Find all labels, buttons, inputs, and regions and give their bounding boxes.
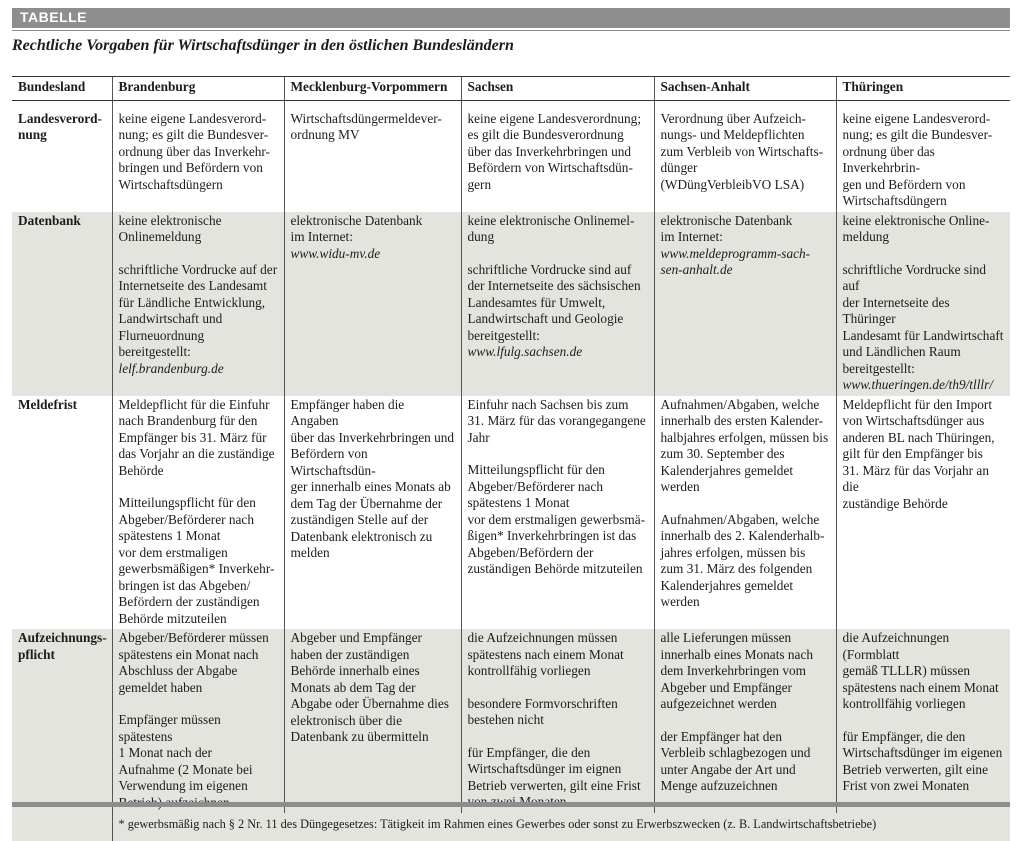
cell-landesverordnung-brandenburg: [112, 110, 284, 212]
cell-text: Mitteilungspflicht für den Abgeber/Beförderer nach spätestens 1 Monat vor dem erstmaligen gewerbsmäßigen* Inverkehr- bringen ist das Abgeben/ Befördern der zuständigen Behörde mitzuteilen: [118, 495, 275, 626]
col-header-sachsen-anhalt: Sachsen-Anhalt: [654, 77, 836, 101]
cell-text: keine eigene Landesverord- nung; es gilt die Bundesver- ordnung über das Inverkehr- bringen und Befördern von Wirtschaftsdüngern: [118, 110, 270, 192]
row-label-meldefrist: [12, 396, 112, 630]
cell-text: keine eigene Landesverord- nung; es gilt die Bundesver- ordnung über das Inverkehrbrin- gen und Befördern von Wirtschaftsdüngern: [842, 110, 993, 208]
cell-text: elektronische Datenbank im Internet:: [290, 212, 423, 244]
cell-text: Wirtschaftsdüngermeldever- ordnung MV: [290, 110, 442, 142]
cell-text: Empfänger müssen spätestens 1 Monat nach der Aufnahme (2 Monate bei Verwendung im eigenen: [118, 712, 253, 793]
cell-landesverordnung-thueringen: [836, 110, 1010, 212]
cell-text: alle Lieferungen müssen innerhalb eines Monats nach dem Inverkehrbringen vom Abgeber und Empfänger aufgezeichnet werden: [660, 630, 813, 711]
cell-meldefrist-thueringen: [836, 396, 1010, 630]
cell-text: schriftliche Vordrucke auf der Internetseite des Landesamt für Ländliche Entwicklung, Landwirtschaft und Flurneuordnung bereitgestellt:: [118, 261, 278, 359]
cell-text: die Aufzeichnungen müssen spätestens nach einem Monat kontrollfähig vorliegen: [467, 630, 624, 678]
header-rule: [12, 30, 1010, 31]
cell-text: Mitteilungspflicht für den Abgeber/Beförderer nach spätestens 1 Monat vor dem erstmaligen gewerbsmä- ßigen* Inverkehrbringen ist das Abgeben/Befördern der zuständigen Behörde mitzuteilen: [467, 462, 646, 576]
cell-datenbank-brandenburg: [112, 212, 284, 396]
cell-aufzeichnungspflicht-brandenburg: [112, 629, 284, 813]
cell-landesverordnung-sachsen: [461, 110, 654, 212]
row-label-aufzeichnungspflicht: [12, 629, 112, 813]
regulation-table: [12, 76, 1010, 841]
cell-meldefrist-brandenburg: [112, 396, 284, 630]
cell-aufzeichnungspflicht-thueringen: [836, 629, 1010, 813]
row-aufzeichnungspflicht: [12, 629, 1010, 813]
cell-datenbank-sachsen-anhalt: [654, 212, 836, 396]
url-text: lelf.brandenburg.de: [118, 360, 224, 376]
cell-text: Abgeber und Empfänger haben der zuständigen Behörde innerhalb eines Monats ab dem Tag der Abgabe oder Übernahme dies elektronisch über die Datenbank zu übermitteln: [290, 630, 449, 744]
cell-text: schriftliche Vordrucke sind auf der Internetseite des sächsischen Landesamtes für Umwelt, Landwirtschaft und Geologie bereitgestellt:: [467, 261, 641, 343]
row-label-text: Landesverord- nung: [18, 110, 102, 142]
cell-text: Abgeber/Beförderer müssen spätestens ein Monat nach Abschluss der Abgabe gemeldet haben: [118, 630, 269, 695]
row-datenbank: [12, 212, 1010, 396]
cell-datenbank-thueringen: [836, 212, 1010, 396]
cell-text: für Empfänger, die den Wirtschaftsdünger im eignen Betrieb verwerten, gilt eine Frist: [467, 744, 641, 793]
col-header-bundesland: Bundesland: [12, 77, 112, 101]
cell-text: für Empfänger, die den Wirtschaftsdünger im eigenen Betrieb verwerten, gilt eine Frist von zwei Monaten: [842, 728, 1003, 793]
cell-datenbank-sachsen: [461, 212, 654, 396]
cell-text: Meldepflicht für den Import von Wirtschaftsdünger aus anderen BL nach Thüringen, gilt für den Empfänger bis 31. März für das Vorjahr an die zuständige Behörde: [842, 396, 995, 511]
cell-text: Einfuhr nach Sachsen bis zum 31. März für das vorangegangene Jahr: [467, 396, 646, 445]
row-label-text: Aufzeichnungs- pflicht: [18, 630, 107, 662]
col-header-brandenburg: Brandenburg: [112, 77, 284, 101]
footnote: * gewerbsmäßig nach § 2 Nr. 11 des Düngegesetzes: Tätigkeit im Rahmen eines Gewerbes oder sonst zu Erwerbszwecken (z. B. Landwirtschaftsbetriebe): [112, 813, 1010, 841]
footnote-spacer: [12, 813, 112, 841]
table-title: Rechtliche Vorgaben für Wirtschaftsdünger in den östlichen Bundesländern: [12, 37, 514, 54]
cell-aufzeichnungspflicht-sachsen: [461, 629, 654, 813]
cell-text: der Empfänger hat den Verbleib schlagbezogen und unter Angabe der Art und Menge aufzuzeichnen: [660, 728, 811, 793]
cell-text: Verordnung über Aufzeich- nungs- und Meldepflichten zum Verbleib von Wirtschafts- dünger (WDüngVerbleibVO LSA): [660, 110, 824, 192]
cell-meldefrist-mv: [284, 396, 461, 630]
cell-aufzeichnungspflicht-mv: [284, 629, 461, 813]
url-text: www.widu-mv.de: [290, 245, 381, 261]
cell-text: keine elektronische Online- meldung: [842, 212, 990, 244]
col-header-sachsen: Sachsen: [461, 77, 654, 101]
spacer-row: [12, 100, 1010, 110]
cell-text: die Aufzeichnungen (Formblatt gemäß TLLLR) müssen spätestens nach einem Monat kontrollfähig vorliegen: [842, 630, 999, 711]
table-tag-bar: [12, 8, 1010, 28]
cell-text: schriftliche Vordrucke sind auf der Internetseite des Thüringer Landesamt für Landwirtschaft und Ländlichen Raum bereitgestellt:: [842, 261, 1004, 376]
cell-text: keine eigene Landesverordnung; es gilt die Bundesverordnung über das Inverkehrbringen und Befördern von Wirtschaftsdün- gern: [467, 110, 642, 192]
row-meldefrist: [12, 396, 1010, 630]
cell-text: elektronische Datenbank im Internet:: [660, 212, 793, 244]
row-label-landesverordnung: [12, 110, 112, 212]
cell-landesverordnung-mv: [284, 110, 461, 212]
cell-meldefrist-sachsen-anhalt: [654, 396, 836, 630]
table-header-row: [12, 77, 1010, 101]
cell-text: Meldepflicht für die Einfuhr nach Brandenburg für den Empfänger bis 31. März für das Vorjahr an die zuständige Behörde: [118, 396, 275, 478]
row-label-datenbank: [12, 212, 112, 396]
cell-meldefrist-sachsen: [461, 396, 654, 630]
cell-text: Empfänger haben die Angaben über das Inverkehrbringen und Befördern von Wirtschaftsdün- ger innerhalb eines Monats ab dem Tag der Übernahme der zuständigen Stelle auf der Datenbank elektronisch zu melden: [290, 396, 455, 560]
col-header-mv: Mecklenburg-Vorpommern: [284, 77, 461, 101]
cell-text: Aufnahmen/Abgaben, welche innerhalb des ersten Kalender- halbjahres erfolgen, müssen bis zum 30. September des Kalenderjahres gemeldet werden: [660, 396, 829, 494]
row-label-text: Datenbank: [18, 212, 81, 228]
col-header-thueringen: Thüringen: [836, 77, 1010, 101]
cell-text: besondere Formvorschriften bestehen nicht: [467, 695, 618, 727]
footnote-row: [12, 813, 1010, 841]
row-landesverordnung: [12, 110, 1010, 212]
row-label-text: Meldefrist: [18, 396, 78, 412]
url-text: www.meldeprogramm-sach- sen-anhalt.de: [660, 245, 811, 277]
cell-text: Aufnahmen/Abgaben, welche innerhalb des 2. Kalenderhalb- jahres erfolgen, müssen bis zum 31. März des folgenden Kalenderjahres gemeldet werden: [660, 511, 825, 609]
cell-text: keine elektronische Onlinemeldung: [118, 212, 222, 244]
table-tag-label: TABELLE: [20, 9, 88, 25]
cell-aufzeichnungspflicht-sachsen-anhalt: [654, 629, 836, 813]
cell-text: keine elektronische Onlinemel- dung: [467, 212, 635, 244]
url-text: www.lfulg.sachsen.de: [467, 344, 583, 359]
url-text: www.thueringen.de/th9/tlllr/: [842, 377, 993, 392]
bottom-rule: [12, 802, 1010, 807]
cell-datenbank-mv: [284, 212, 461, 396]
cell-landesverordnung-sachsen-anhalt: [654, 110, 836, 212]
